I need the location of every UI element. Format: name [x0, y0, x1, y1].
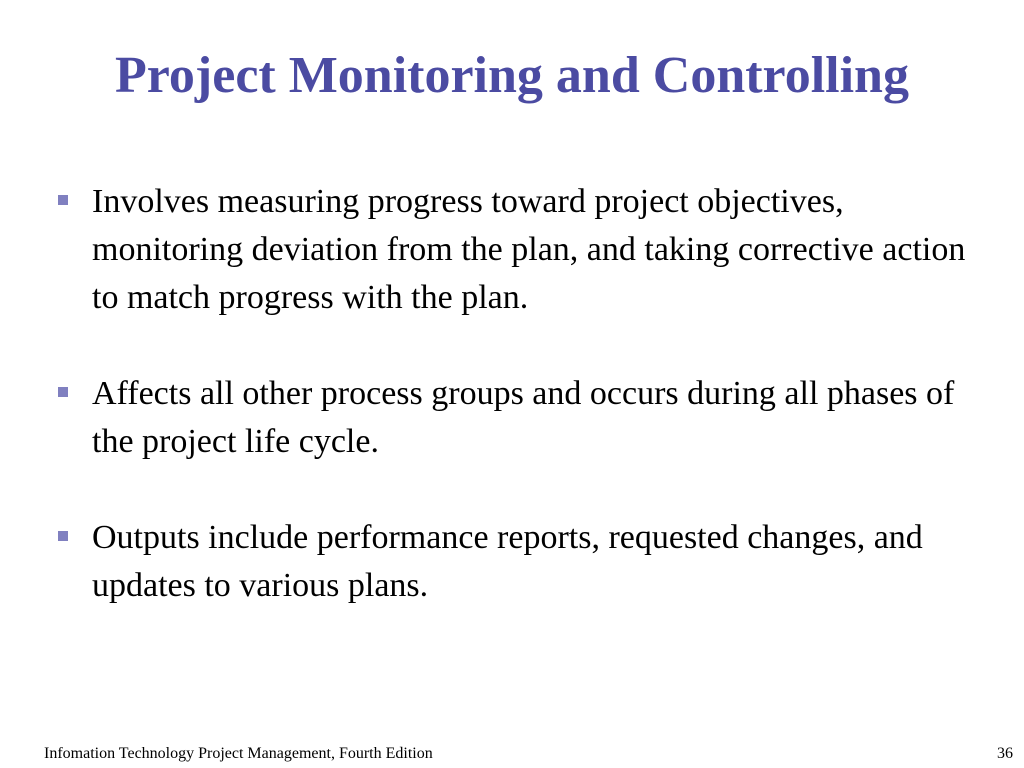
- square-bullet-icon: [58, 195, 68, 205]
- square-bullet-icon: [58, 387, 68, 397]
- page-number: 36: [997, 745, 1013, 762]
- bullet-item: [56, 178, 986, 322]
- slide-title: Project Monitoring and Controlling: [115, 47, 909, 104]
- bullet-list: [56, 178, 986, 610]
- bullet-text: Affects all other process groups and occurs during all phases of the project life cycle.: [92, 375, 955, 460]
- square-bullet-icon: [58, 531, 68, 541]
- bullet-item: [56, 514, 986, 610]
- bullet-text: Involves measuring progress toward project objectives, monitoring deviation from the plan, and taking corrective action to match progress with the plan.: [92, 183, 966, 316]
- footer-text: Infomation Technology Project Management, Fourth Edition: [44, 745, 433, 762]
- bullet-text: Outputs include performance reports, requested changes, and updates to various plans.: [92, 519, 923, 604]
- bullet-item: [56, 370, 986, 466]
